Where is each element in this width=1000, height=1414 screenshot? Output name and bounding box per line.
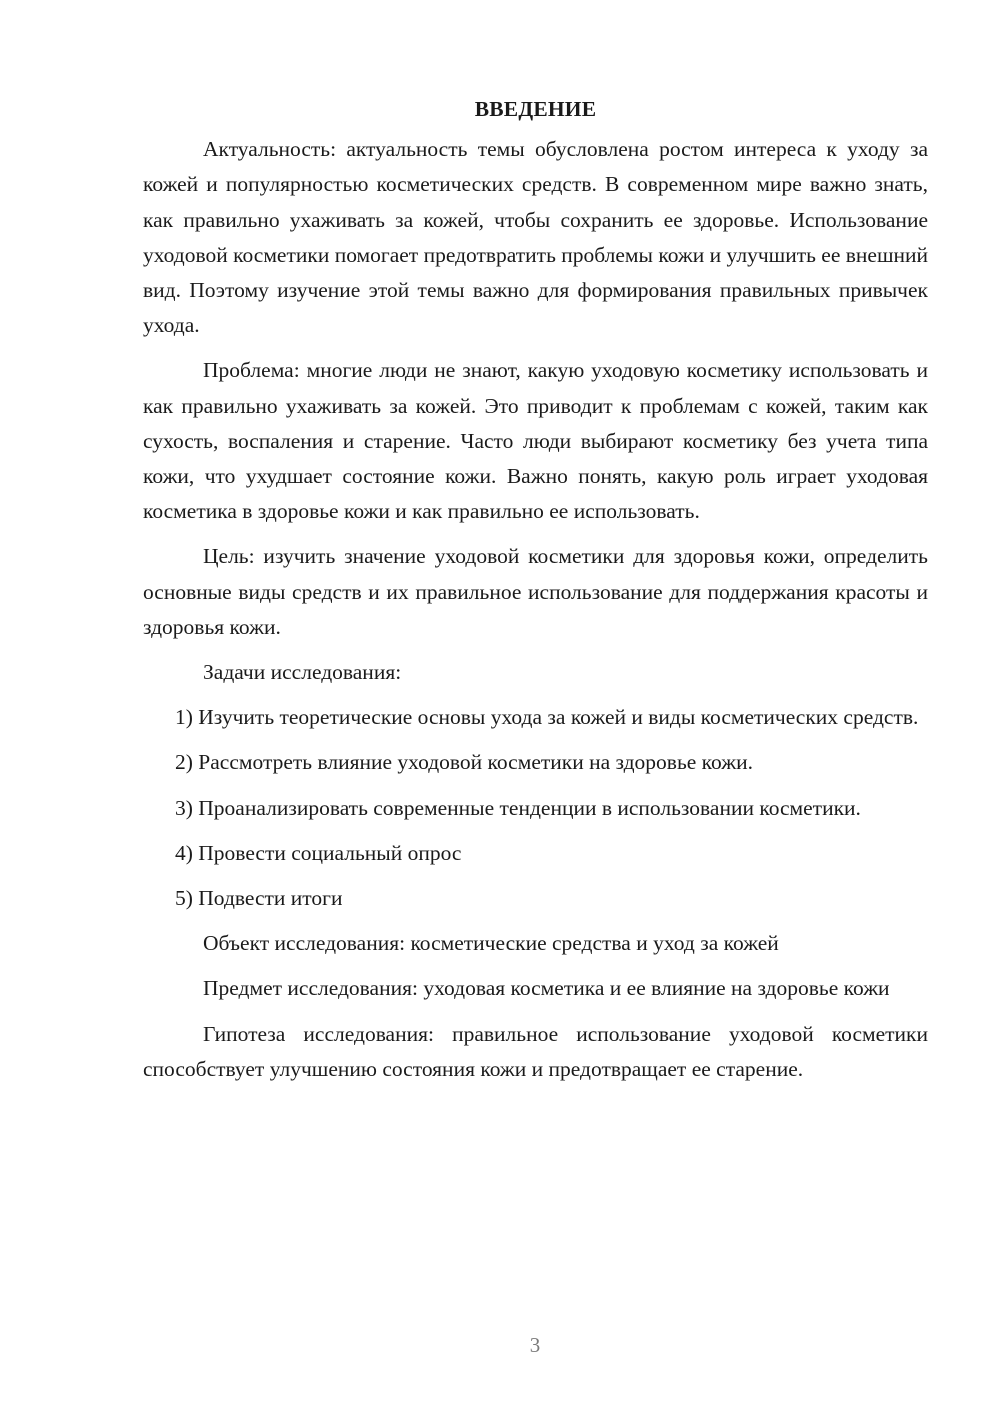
task-item: 3) Проанализировать современные тенденции в использовании косметики. <box>175 795 861 820</box>
object-paragraph: Объект исследования: косметические средства и уход за кожей <box>203 931 779 956</box>
relevance-paragraph: Актуальность: актуальность темы обусловлена ростом интереса к уходу за кожей и популярностью косметических средств. В современном мире важно знать, как правильно ухаживать за кожей, чтобы сохранить ее здоровье. Использование уходовой косметики помогает предотвратить проблемы кожи и улучшить ее внешний вид. Поэтому изучение этой темы важно для формирования правильных привычек ухода. <box>143 137 929 338</box>
tasks-heading: Задачи исследования: <box>203 660 402 685</box>
subject-paragraph: Предмет исследования: уходовая косметика и ее влияние на здоровье кожи <box>203 976 890 1001</box>
tasks-list <box>143 700 928 916</box>
goal-paragraph: Цель: изучить значение уходовой косметики для здоровья кожи, определить основные виды средств и их правильное использование для поддержания красоты и здоровья кожи. <box>143 544 928 639</box>
document-page <box>143 92 928 1097</box>
task-item: 2) Рассмотреть влияние уходовой косметики на здоровье кожи. <box>175 750 753 775</box>
page-number: 3 <box>529 1333 541 1357</box>
problem-paragraph: Проблема: многие люди не знают, какую уходовую косметику использовать и как правильно ухаживать за кожей. Это приводит к проблемам с кожей, таким как сухость, воспаления и старение. Часто люди выбирают косметику без учета типа кожи, что ухудшает состояние кожи. Важно понять, какую роль играет уходовая косметика в здоровье кожи и как правильно ее использовать. <box>143 358 928 524</box>
task-item: 5) Подвести итоги <box>175 886 343 911</box>
task-item: 4) Провести социальный опрос <box>175 840 462 865</box>
task-item: 1) Изучить теоретические основы ухода за кожей и виды косметических средств. <box>175 705 919 730</box>
hypothesis-paragraph: Гипотеза исследования: правильное использование уходовой косметики способствует улучшению состояния кожи и предотвращает ее старение. <box>143 1021 928 1081</box>
section-title: ВВЕДЕНИЕ <box>474 97 597 121</box>
